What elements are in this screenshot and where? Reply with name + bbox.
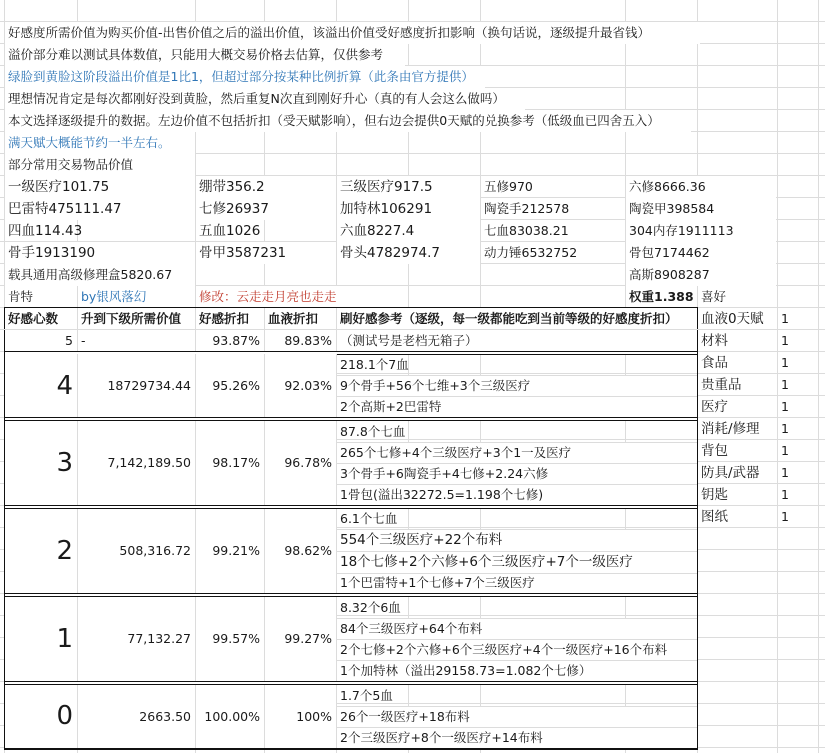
note-line: 溢价部分难以测试具体数值，只能用大概交易价格去估算，仅供参考: [5, 44, 405, 66]
item-price-cell: 三级医疗917.5: [337, 176, 480, 198]
item-price-cell: 骨甲3587231: [196, 242, 336, 264]
reference-line: 87.8个七血: [340, 424, 406, 439]
note-line-highlight: 满天赋大概能节约一半左右。: [5, 132, 195, 154]
item-price-cell: 六修8666.36: [626, 176, 776, 198]
item-price-cell: 骨手1913190: [5, 242, 195, 264]
header-divider: [4, 329, 698, 330]
preference-label: 食品: [701, 355, 728, 371]
preference-label: 背包: [701, 443, 728, 459]
preference-value: 1: [781, 333, 789, 348]
blood-discount: 100%: [265, 685, 336, 748]
item-price-cell: 陶瓷甲398584: [626, 198, 776, 220]
reference-line: 1个巴雷特+1个七修+7个三级医疗: [337, 573, 697, 593]
editor-credit: 修改：云走走月亮也走走: [196, 286, 408, 308]
reference-line: 9个骨手+56个七维+3个三级医疗: [337, 375, 697, 396]
reference-line: （测试号是老档无箱子）: [337, 330, 697, 352]
hearts-value: 2: [5, 509, 77, 593]
favor-discount: 98.17%: [196, 421, 264, 505]
reference-line: 2个高斯+2巴雷特: [337, 396, 697, 417]
preference-label: 钥匙: [701, 487, 728, 503]
author-credit: by银风落幻: [81, 289, 147, 304]
favor-discount: 99.21%: [196, 509, 264, 593]
item-price-cell: 陶瓷手212578: [484, 201, 570, 216]
reference-line: 265个七修+4个三级医疗+3个1一及医疗: [337, 442, 697, 463]
hearts-value: 4: [5, 354, 77, 418]
note-line: 好感度所需价值为购买价值-出售价值之后的溢出价值，该溢出价值受好感度折扣影响（换句话说，逐级提升最省钱）: [5, 22, 700, 44]
favor-discount: 99.57%: [196, 597, 264, 681]
reference-line: 84个三级医疗+64个布料: [337, 618, 697, 639]
item-price-cell: 巴雷特475111.47: [5, 198, 195, 220]
preference-value: 1: [781, 509, 789, 524]
item-price-cell: 加特林106291: [337, 198, 480, 220]
preference-value: 1: [781, 399, 789, 414]
note-line: 本文选择逐级提升的数据。左边价值不包括折扣（受天赋影响），但右边会提供0天赋的兑换参考（低级血已四舍五入）: [5, 110, 691, 132]
preference-label: 医疗: [701, 399, 728, 415]
item-price-cell: 绷带356.2: [196, 176, 336, 198]
preference-value: 1: [781, 487, 789, 502]
preference-value: 1: [781, 311, 789, 326]
reference-line: 18个七修+2个六修+6个三级医疗+7个一级医疗: [337, 551, 697, 573]
hearts-value: 1: [5, 597, 77, 681]
preference-value: 1: [781, 421, 789, 436]
blood-discount: 89.83%: [284, 333, 332, 348]
reference-line: 3个骨手+6陶瓷手+4七修+2.24六修: [337, 463, 697, 484]
preference-label: 血液0天赋: [701, 311, 764, 327]
preference-label: 图纸: [701, 509, 728, 525]
note-line: 理想情况肯定是每次都刚好没到黄脸，然后重复N次直到刚好升心（真的有人会这么做吗）: [5, 88, 525, 110]
header-favor-discount: 好感折扣: [199, 311, 250, 326]
preference-value: 1: [781, 443, 789, 458]
blood-discount: 92.03%: [265, 354, 336, 418]
reference-line: 8.32个6血: [340, 600, 401, 615]
required-value: 18729734.44: [78, 354, 195, 418]
blood-discount: 98.62%: [265, 509, 336, 593]
header-value: 升到下级所需价值: [81, 311, 182, 326]
preference-label: 消耗/修理: [701, 421, 760, 437]
preference-value: 1: [781, 465, 789, 480]
reference-line: 1个加特林（溢出29158.73=1.082个七修）: [337, 660, 697, 681]
blood-discount: 99.27%: [265, 597, 336, 681]
favor-discount: 95.26%: [196, 354, 264, 418]
note-line-highlight: 绿脸到黄脸这阶段溢出价值是1比1，但超过部分按某种比例折算（此条由官方提供）: [5, 66, 485, 88]
reference-line: 1.7个5血: [340, 688, 393, 703]
favor-discount: 93.87%: [212, 333, 260, 348]
header-hearts: 好感心数: [8, 311, 59, 326]
item-price-cell: 七修26937: [196, 198, 336, 220]
item-price-cell: 七血83038.21: [484, 223, 569, 238]
item-price-cell: 高斯8908287: [626, 264, 776, 286]
favor-discount: 100.00%: [196, 685, 264, 748]
required-value: 2663.50: [78, 685, 195, 748]
reference-line: 554个三级医疗+22个布料: [337, 529, 697, 551]
item-price-cell: 四血114.43: [8, 223, 83, 239]
hearts-value: 0: [5, 685, 77, 748]
preference-value: 1: [781, 355, 789, 370]
item-price-cell: 六血8227.4: [337, 220, 480, 242]
required-value: 77,132.27: [78, 597, 195, 681]
required-value: -: [81, 333, 86, 348]
preference-header: 喜好: [701, 289, 727, 304]
weight-value: 权重1.388: [629, 289, 694, 304]
section-title: 部分常用交易物品价值: [5, 154, 195, 176]
item-price-cell: 304内存1911113: [626, 220, 776, 242]
hearts-value: 5: [65, 333, 73, 348]
reference-line: 218.1个7血: [340, 357, 409, 372]
required-value: 508,316.72: [78, 509, 195, 593]
item-price-cell: 五修970: [484, 179, 533, 194]
item-price-cell: 载具通用高级修理盒5820.67: [5, 264, 195, 286]
reference-line: 1骨包(溢出32272.5=1.198个七修): [337, 484, 697, 505]
header-reference: 刷好感参考（逐级，每一级都能吃到当前等级的好感度折扣）: [337, 308, 697, 330]
reference-line: 6.1个七血: [340, 511, 398, 526]
reference-line: 2个三级医疗+8个一级医疗+14布料: [337, 727, 697, 748]
header-blood-discount: 血液折扣: [268, 311, 319, 326]
preference-label: 防具/武器: [701, 465, 760, 481]
reference-line: 2个七修+2个六修+6个三级医疗+4个一级医疗+16个布料: [337, 639, 697, 660]
required-value: 7,142,189.50: [78, 421, 195, 505]
blood-discount: 96.78%: [265, 421, 336, 505]
item-price-cell: 一级医疗101.75: [5, 176, 195, 198]
character-name: 肯特: [8, 289, 34, 304]
preference-label: 贵重品: [701, 377, 742, 393]
preference-value: 1: [781, 377, 789, 392]
item-price-cell: 五血1026: [199, 223, 261, 239]
preference-label: 材料: [701, 333, 728, 349]
item-price-cell: 动力锤6532752: [484, 245, 578, 260]
item-price-cell: 骨头4782974.7: [337, 242, 480, 264]
item-price-cell: 骨包7174462: [626, 242, 776, 264]
reference-line: 26个一级医疗+18布料: [337, 706, 697, 727]
hearts-value: 3: [5, 421, 77, 505]
